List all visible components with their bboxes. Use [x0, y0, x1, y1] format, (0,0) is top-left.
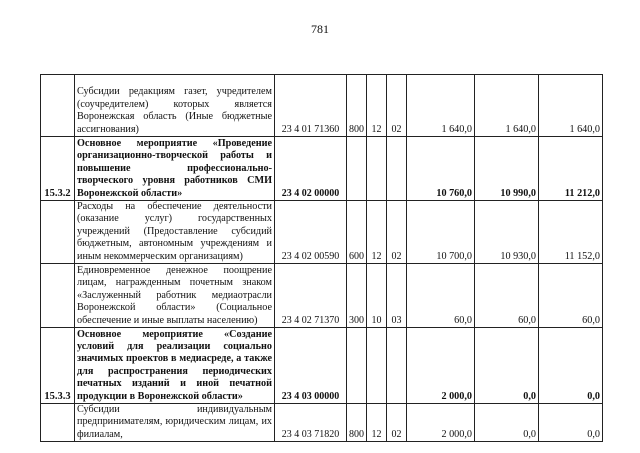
row-year3: 11 212,0: [539, 137, 603, 201]
row-kcsr: 23 4 02 00590: [275, 201, 347, 264]
row-pr: 02: [387, 75, 407, 137]
row-vr: 600: [347, 201, 367, 264]
row-pr: [387, 137, 407, 201]
row-year2: 60,0: [475, 264, 539, 328]
row-name: Субсидии редакциям газет, учредителем (соучредителем) которых является Воронежская область (Иные бюджетные ассигнования): [75, 75, 275, 137]
row-vr: 300: [347, 264, 367, 328]
table-row: [41, 75, 603, 137]
row-pr: 02: [387, 404, 407, 442]
table-row: [41, 264, 603, 328]
row-year2: 0,0: [475, 328, 539, 404]
row-year3: 0,0: [539, 328, 603, 404]
budget-table: [40, 74, 603, 442]
row-code: [41, 201, 75, 264]
row-kcsr: 23 4 02 71370: [275, 264, 347, 328]
row-vr: 800: [347, 75, 367, 137]
row-year1: 1 640,0: [407, 75, 475, 137]
row-vr: [347, 137, 367, 201]
table-row: [41, 201, 603, 264]
row-rz: 12: [367, 201, 387, 264]
row-year1: 10 700,0: [407, 201, 475, 264]
row-kcsr: 23 4 01 71360: [275, 75, 347, 137]
row-year3: 11 152,0: [539, 201, 603, 264]
page-number: 781: [311, 22, 329, 36]
row-year2: 1 640,0: [475, 75, 539, 137]
table-row: [41, 328, 603, 404]
row-rz: 10: [367, 264, 387, 328]
row-year1: 60,0: [407, 264, 475, 328]
row-year1: 2 000,0: [407, 404, 475, 442]
row-code: 15.3.2: [41, 137, 75, 201]
row-kcsr: 23 4 03 00000: [275, 328, 347, 404]
table-row: [41, 137, 603, 201]
row-year2: 0,0: [475, 404, 539, 442]
row-year1: 10 760,0: [407, 137, 475, 201]
row-year3: 1 640,0: [539, 75, 603, 137]
row-code: [41, 404, 75, 442]
row-code: [41, 75, 75, 137]
row-kcsr: 23 4 03 71820: [275, 404, 347, 442]
row-name: Основное мероприятие «Создание условий для реализации социально значимых проектов в медиасреде, а также для распространения периодических печатных изданий и иной печатной продукции в Воронежской области»: [75, 328, 275, 404]
table-row: [41, 404, 603, 442]
row-code: 15.3.3: [41, 328, 75, 404]
row-year2: 10 930,0: [475, 201, 539, 264]
row-pr: 03: [387, 264, 407, 328]
row-name: Субсидии индивидуальным предпринимателям, юридическим лицам, их филиалам,: [75, 404, 275, 442]
row-code: [41, 264, 75, 328]
row-vr: [347, 328, 367, 404]
row-kcsr: 23 4 02 00000: [275, 137, 347, 201]
row-vr: 800: [347, 404, 367, 442]
row-name: Расходы на обеспечение деятельности (оказание услуг) государственных учреждений (Предоставление субсидий бюджетным, автономным учреждениям и иным некоммерческим организациям): [75, 201, 275, 264]
row-name: Основное мероприятие «Проведение организационно-творческой работы и повышение профессионально-творческого уровня работников СМИ Воронежской области»: [75, 137, 275, 201]
row-pr: 02: [387, 201, 407, 264]
row-rz: [367, 328, 387, 404]
row-year3: 60,0: [539, 264, 603, 328]
row-year3: 0,0: [539, 404, 603, 442]
row-year2: 10 990,0: [475, 137, 539, 201]
row-rz: [367, 137, 387, 201]
row-rz: 12: [367, 75, 387, 137]
row-year1: 2 000,0: [407, 328, 475, 404]
row-pr: [387, 328, 407, 404]
row-rz: 12: [367, 404, 387, 442]
row-name: Единовременное денежное поощрение лицам, награжденным почетным знаком «Заслуженный работник медиаотрасли Воронежской области» (Социальное обеспечение и иные выплаты населению): [75, 264, 275, 328]
